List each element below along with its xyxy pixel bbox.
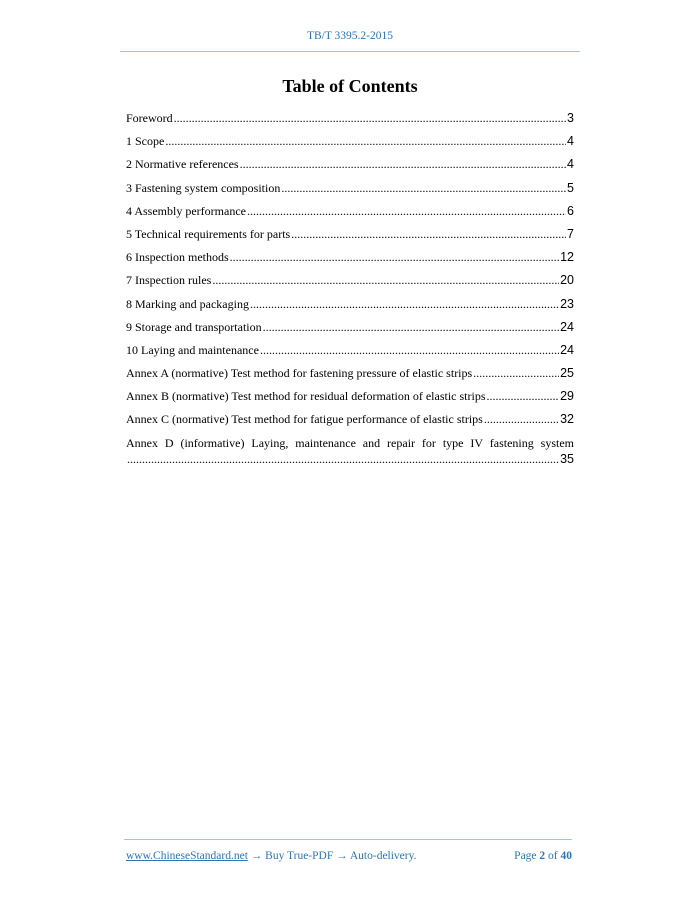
- toc-entry-annex-a[interactable]: [126, 365, 574, 388]
- toc-entry-page: 5: [567, 180, 574, 195]
- toc-entry-page: 20: [560, 273, 574, 288]
- toc-leader-dots: [263, 319, 559, 335]
- toc-entry-annex-b[interactable]: [126, 388, 574, 411]
- toc-entry-continuation: [126, 451, 574, 467]
- toc-leader-dots: [230, 249, 559, 265]
- toc-entry-page: 35: [560, 451, 574, 466]
- toc-entry-inspection-rules[interactable]: [126, 272, 574, 295]
- toc-entry-page: 25: [560, 366, 574, 381]
- toc-entry-label: Annex D (informative) Laying, maintenance and repair for type IV fastening system: [126, 435, 574, 450]
- page-of: of: [548, 850, 558, 862]
- toc-entry-label: 2 Normative references: [126, 157, 239, 172]
- toc-entry-assembly-performance[interactable]: [126, 203, 574, 226]
- toc-entry-label: 4 Assembly performance: [126, 203, 246, 218]
- toc-entry-normative-references[interactable]: [126, 156, 574, 179]
- toc-leader-dots: [250, 296, 559, 312]
- footer-promo: [126, 850, 417, 862]
- toc-entry-annex-c[interactable]: [126, 411, 574, 434]
- toc-entry-label: 5 Technical requirements for parts: [126, 226, 291, 241]
- toc-entry-page: 3: [567, 111, 574, 125]
- toc-entry-technical-requirements[interactable]: [126, 226, 574, 249]
- toc-entry-page: 6: [567, 203, 574, 218]
- toc-entry-label: 8 Marking and packaging: [126, 296, 249, 311]
- document-code: TB/T 3395.2-2015: [306, 30, 394, 42]
- toc-leader-dots: [473, 365, 559, 381]
- toc-leader-dots: [484, 411, 559, 427]
- toc-leader-dots: [240, 156, 566, 172]
- toc-entry-marking-and-packaging[interactable]: [126, 296, 574, 319]
- buy-pdf-link[interactable]: Buy True-PDF: [265, 850, 334, 862]
- toc-entry-page: 32: [560, 412, 574, 427]
- toc-leader-dots: [165, 133, 566, 149]
- toc-entry-fastening-system-composition[interactable]: [126, 180, 574, 203]
- table-of-contents: [126, 110, 574, 467]
- toc-entry-label: Annex B (normative) Test method for residual deformation of elastic strips: [126, 389, 486, 404]
- toc-entry-page: 12: [560, 250, 574, 265]
- toc-leader-dots: [260, 342, 559, 358]
- toc-entry-label: 7 Inspection rules: [126, 273, 212, 288]
- toc-entry-page: 7: [567, 226, 574, 241]
- toc-entry-page: 24: [560, 319, 574, 334]
- running-header: [0, 30, 700, 42]
- toc-leader-dots: [127, 451, 559, 467]
- toc-leader-dots: [174, 110, 566, 126]
- toc-entry-foreword[interactable]: [126, 110, 574, 133]
- page-total: 40: [560, 850, 572, 862]
- header-divider: [120, 51, 580, 52]
- page-word: Page: [514, 850, 537, 862]
- toc-entry-annex-d[interactable]: [126, 435, 574, 467]
- toc-entry-laying-and-maintenance[interactable]: [126, 342, 574, 365]
- toc-entry-scope[interactable]: [126, 133, 574, 156]
- toc-entry-storage-and-transportation[interactable]: [126, 319, 574, 342]
- footer-divider: [124, 839, 572, 840]
- page-number: [514, 850, 572, 862]
- toc-entry-label: 3 Fastening system composition: [126, 180, 281, 195]
- toc-leader-dots: [212, 272, 559, 288]
- toc-entry-label: Foreword: [126, 111, 173, 125]
- toc-leader-dots: [291, 226, 566, 242]
- arrow-icon: →: [333, 850, 350, 862]
- toc-entry-page: 24: [560, 342, 574, 357]
- toc-entry-page: 23: [560, 296, 574, 311]
- toc-entry-label: 6 Inspection methods: [126, 250, 229, 265]
- arrow-icon: →: [247, 850, 266, 862]
- toc-entry-label: 10 Laying and maintenance: [126, 342, 259, 357]
- page-title: Table of Contents: [282, 76, 418, 96]
- toc-entry-label: Annex C (normative) Test method for fatigue performance of elastic strips: [126, 412, 483, 427]
- site-link[interactable]: www.ChineseStandard.net: [126, 850, 248, 862]
- toc-entry-page: 4: [567, 134, 574, 149]
- toc-entry-page: 4: [567, 157, 574, 172]
- toc-entry-label: 9 Storage and transportation: [126, 319, 262, 334]
- delivery-text: Auto-delivery.: [349, 850, 417, 862]
- page-current: 2: [539, 850, 546, 862]
- toc-entry-label: Annex A (normative) Test method for fastening pressure of elastic strips: [126, 366, 473, 381]
- toc-entry-inspection-methods[interactable]: [126, 249, 574, 272]
- toc-leader-dots: [281, 180, 566, 196]
- toc-entry-page: 29: [560, 389, 574, 404]
- toc-leader-dots: [247, 203, 566, 219]
- toc-leader-dots: [487, 388, 560, 404]
- toc-entry-label: 1 Scope: [126, 134, 165, 149]
